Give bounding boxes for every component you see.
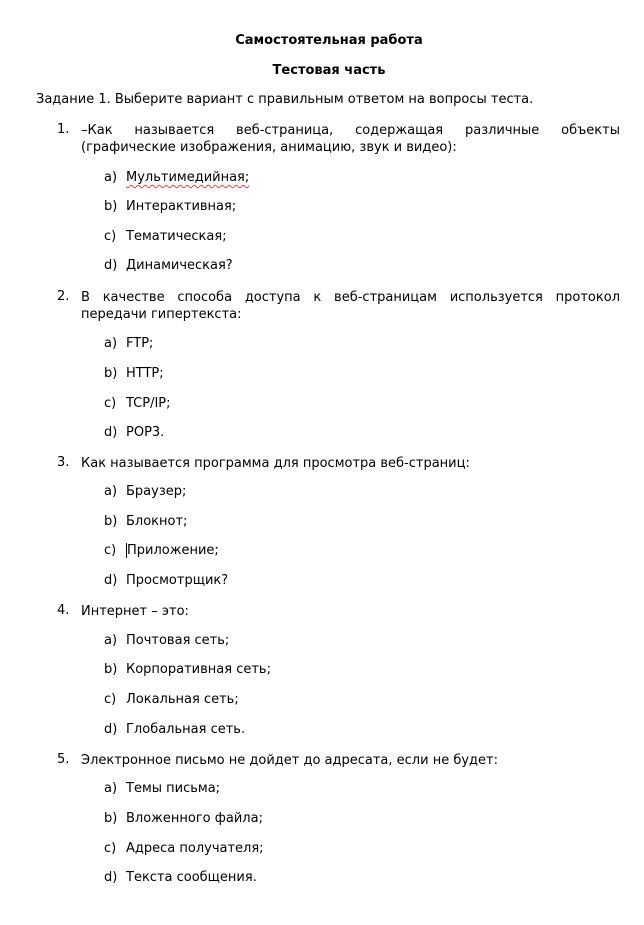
- option-b: [0, 811, 644, 829]
- option-letter: a): [104, 170, 118, 185]
- option-b: [0, 662, 644, 680]
- option-d: [0, 722, 644, 740]
- question-text: –Как называется веб-страница, содержащая различные объекты (графические изображения, анимацию, звук и видео):: [81, 123, 620, 155]
- option-d: [0, 573, 644, 591]
- question-text: Электронное письмо не дойдет до адресата, если не будет:: [81, 753, 498, 768]
- option-b: [0, 514, 644, 532]
- option-letter: a): [104, 781, 118, 796]
- option-d: [0, 258, 644, 276]
- option-text: POP3.: [126, 425, 165, 440]
- option-text: Интерактивная;: [126, 199, 237, 214]
- option-c: [0, 692, 644, 710]
- option-text: Тематическая;: [126, 229, 227, 244]
- option-letter: a): [104, 336, 118, 351]
- option-a: [0, 484, 644, 502]
- option-c: [0, 841, 644, 859]
- option-c: [0, 396, 644, 414]
- option-letter: c): [104, 692, 117, 707]
- question-number: 4.: [57, 603, 70, 618]
- question-number: 3.: [57, 455, 70, 470]
- option-c: [0, 543, 644, 561]
- option-letter: d): [104, 573, 118, 588]
- option-text: TCP/IP;: [126, 396, 171, 411]
- option-text: Блокнот;: [126, 514, 188, 529]
- task-instruction: Задание 1. Выберите вариант с правильным ответом на вопросы теста.: [36, 92, 534, 107]
- option-letter: d): [104, 870, 118, 885]
- question-number: 5.: [57, 752, 70, 767]
- option-text: Корпоративная сеть;: [126, 662, 271, 677]
- option-text: Адреса получателя;: [126, 841, 264, 856]
- document-subtitle: Тестовая часть: [272, 63, 386, 78]
- option-text: Динамическая?: [126, 258, 233, 273]
- option-letter: c): [104, 229, 117, 244]
- option-d: [0, 425, 644, 443]
- document-title: Самостоятельная работа: [235, 33, 423, 48]
- option-text: Вложенного файла;: [126, 811, 263, 826]
- option-text: Браузер;: [126, 484, 187, 499]
- option-a: [0, 170, 644, 188]
- option-a: [0, 336, 644, 354]
- option-text: Мультимедийная;: [126, 170, 250, 185]
- option-text: Просмотрщик?: [126, 573, 229, 588]
- option-text: FTP;: [126, 336, 154, 351]
- option-text: Почтовая сеть;: [126, 633, 230, 648]
- option-a: [0, 781, 644, 799]
- option-text: Локальная сеть;: [126, 692, 239, 707]
- option-letter: a): [104, 633, 118, 648]
- option-letter: a): [104, 484, 118, 499]
- option-letter: b): [104, 811, 118, 826]
- option-c: [0, 229, 644, 247]
- option-d: [0, 870, 644, 888]
- option-a: [0, 633, 644, 651]
- question-text: В качестве способа доступа к веб-страницам используется протокол передачи гипертекста:: [81, 290, 620, 322]
- option-text: Темы письма;: [126, 781, 221, 796]
- option-text: Глобальная сеть.: [126, 722, 246, 737]
- option-b: [0, 199, 644, 217]
- option-letter: c): [104, 543, 117, 558]
- option-b: [0, 366, 644, 384]
- option-letter: b): [104, 199, 118, 214]
- option-text: Текста сообщения.: [126, 870, 257, 885]
- option-letter: d): [104, 258, 118, 273]
- option-text: Приложение;: [127, 543, 219, 558]
- question-text: Интернет – это:: [81, 604, 189, 619]
- option-letter: c): [104, 396, 117, 411]
- question-text: Как называется программа для просмотра веб-страниц:: [81, 456, 470, 471]
- option-letter: b): [104, 366, 118, 381]
- question-number: 2.: [57, 289, 70, 304]
- option-letter: d): [104, 425, 118, 440]
- question-number: 1.: [57, 122, 70, 137]
- option-letter: d): [104, 722, 118, 737]
- option-text: HTTP;: [126, 366, 164, 381]
- option-letter: b): [104, 662, 118, 677]
- option-letter: b): [104, 514, 118, 529]
- option-letter: c): [104, 841, 117, 856]
